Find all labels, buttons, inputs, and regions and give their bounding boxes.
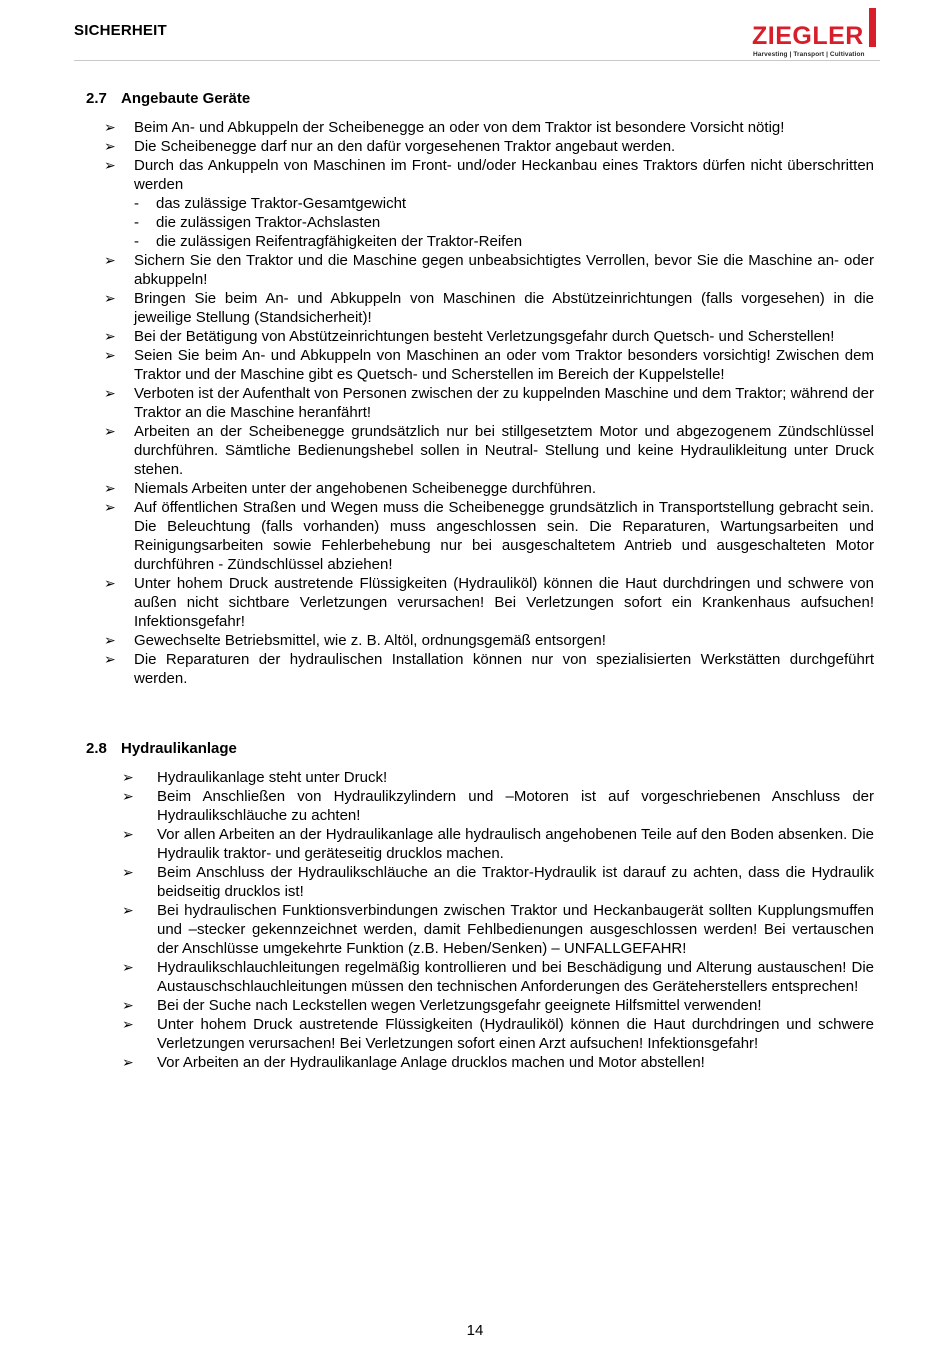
list-item <box>86 650 874 688</box>
item-body <box>134 327 874 346</box>
item-text: Seien Sie beim An- und Abkuppeln von Maschinen an oder vom Traktor besonders vorsichtig! Zwischen dem Traktor und der Maschine gibt es Quetsch- und Scherstellen im Bereich der Kuppelstelle! <box>134 347 874 383</box>
list-item <box>86 825 874 863</box>
item-text: Vor Arbeiten an der Hydraulikanlage Anlage drucklos machen und Motor abstellen! <box>157 1054 705 1071</box>
item-body <box>157 958 874 996</box>
arrow-bullet-icon: ➢ <box>104 119 116 135</box>
section-number: 2.8 <box>86 740 107 757</box>
item-body <box>134 650 874 688</box>
sub-item-text: das zulässige Traktor-Gesamtgewicht <box>156 195 407 212</box>
item-body <box>134 479 874 498</box>
list-item <box>86 422 874 479</box>
arrow-bullet-icon: ➢ <box>122 997 134 1013</box>
item-body <box>134 346 874 384</box>
list-item <box>86 384 874 422</box>
item-text: Beim An- und Abkuppeln der Scheibenegge an oder von dem Traktor ist besondere Vorsicht nötig! <box>134 119 785 136</box>
bullet-list <box>86 768 874 1072</box>
sub-item-text: die zulässigen Reifentragfähigkeiten der Traktor-Reifen <box>156 233 523 250</box>
item-text: Gewechselte Betriebsmittel, wie z. B. Altöl, ordnungsgemäß entsorgen! <box>134 632 606 649</box>
arrow-bullet-icon: ➢ <box>104 252 116 268</box>
item-body <box>134 631 874 650</box>
list-item <box>86 479 874 498</box>
item-text: Sichern Sie den Traktor und die Maschine gegen unbeabsichtigtes Verrollen, bevor Sie die Maschine an- oder abkuppeln! <box>134 252 874 288</box>
arrow-bullet-icon: ➢ <box>104 480 116 496</box>
logo-tagline: Harvesting | Transport | Cultivation <box>753 51 865 58</box>
list-item <box>86 631 874 650</box>
sub-item-text: die zulässigen Traktor-Achslasten <box>156 214 381 231</box>
list-item <box>86 574 874 631</box>
arrow-bullet-icon: ➢ <box>122 902 134 918</box>
item-body <box>134 498 874 574</box>
list-item <box>86 1015 874 1053</box>
arrow-bullet-icon: ➢ <box>122 769 134 785</box>
arrow-bullet-icon: ➢ <box>104 157 116 173</box>
list-item <box>86 156 874 251</box>
section-title: Hydraulikanlage <box>121 740 237 757</box>
item-text: Die Scheibenegge darf nur an den dafür vorgesehenen Traktor angebaut werden. <box>134 138 676 155</box>
list-item <box>86 787 874 825</box>
item-text: Bei hydraulischen Funktionsverbindungen zwischen Traktor und Heckanbaugerät sollten Kupplungsmuffen und –stecker gekennzeichnet werden, damit Fehlbedienungen ausgeschlossen werden! Bei vertauschen der Anschlüsse umgekehrte Funktion (z.B. Heben/Senken) – UNFALLGEFAHR! <box>157 902 874 957</box>
item-text: Bei der Suche nach Leckstellen wegen Verletzungsgefahr geeignete Hilfsmittel verwenden! <box>157 997 762 1014</box>
item-body <box>157 863 874 901</box>
item-text: Unter hohem Druck austretende Flüssigkeiten (Hydrauliköl) können die Haut durchdringen und schwere von außen nicht sichtbare Verletzungen verursachen! Bei Verletzungen sofort ein Krankenhaus aufsuchen! Infektionsgefahr! <box>134 575 874 630</box>
item-body <box>157 787 874 825</box>
item-body <box>157 1053 874 1072</box>
item-text: Bei der Betätigung von Abstützeinrichtungen besteht Verletzungsgefahr durch Quetsch- und Scherstellen! <box>134 328 835 345</box>
list-item <box>86 327 874 346</box>
logo-red-bar <box>869 8 876 47</box>
list-item <box>86 118 874 137</box>
section-2-8 <box>86 739 874 1072</box>
arrow-bullet-icon: ➢ <box>104 328 116 344</box>
list-item <box>86 289 874 327</box>
header-divider <box>74 60 880 61</box>
arrow-bullet-icon: ➢ <box>122 1054 134 1070</box>
item-text: Hydraulikanlage steht unter Druck! <box>157 769 388 786</box>
list-item <box>86 498 874 574</box>
item-text: Durch das Ankuppeln von Maschinen im Front- und/oder Heckanbau eines Traktors dürfen nicht überschritten werden <box>134 157 874 193</box>
section-number: 2.7 <box>86 90 107 107</box>
arrow-bullet-icon: ➢ <box>122 788 134 804</box>
item-body <box>157 825 874 863</box>
arrow-bullet-icon: ➢ <box>104 575 116 591</box>
logo-wordmark: ZIEGLER <box>752 22 864 50</box>
section-heading <box>86 739 874 758</box>
section-title: Angebaute Geräte <box>121 90 251 107</box>
item-text: Arbeiten an der Scheibenegge grundsätzlich nur bei stillgesetztem Motor und abgezogenem Zündschlüssel durchführen. Sämtliche Bedienungshebel sollen in Neutral- Stellung und keine Hydraulikleitung unter Druck stehen. <box>134 423 874 478</box>
arrow-bullet-icon: ➢ <box>104 651 116 667</box>
sub-list-item <box>134 213 874 232</box>
item-body <box>134 574 874 631</box>
list-item <box>86 137 874 156</box>
item-text: Die Reparaturen der hydraulischen Installation können nur von spezialisierten Werkstätten durchgeführt werden. <box>134 651 874 687</box>
page-number: 14 <box>466 1322 484 1339</box>
item-body <box>157 768 874 787</box>
item-text: Bringen Sie beim An- und Abkuppeln von Maschinen die Abstützeinrichtungen (falls vorgesehen) in die jeweilige Stellung (Standsicherheit)! <box>134 290 874 326</box>
list-item <box>86 958 874 996</box>
sub-list-item <box>134 194 874 213</box>
bullet-list <box>86 118 874 688</box>
item-body <box>157 1015 874 1053</box>
arrow-bullet-icon: ➢ <box>122 826 134 842</box>
list-item <box>86 901 874 958</box>
sub-list <box>134 194 874 251</box>
list-item <box>86 251 874 289</box>
arrow-bullet-icon: ➢ <box>104 138 116 154</box>
list-item <box>86 996 874 1015</box>
item-body <box>157 996 874 1015</box>
dash-mark: - <box>134 195 139 212</box>
list-item <box>86 768 874 787</box>
item-body <box>134 384 874 422</box>
header-section-title: SICHERHEIT <box>74 22 167 39</box>
arrow-bullet-icon: ➢ <box>122 1016 134 1032</box>
item-body <box>134 422 874 479</box>
item-body <box>134 251 874 289</box>
arrow-bullet-icon: ➢ <box>104 632 116 648</box>
item-text: Niemals Arbeiten unter der angehobenen Scheibenegge durchführen. <box>134 480 596 497</box>
item-body <box>134 289 874 327</box>
sub-list-item <box>134 232 874 251</box>
list-item <box>86 1053 874 1072</box>
dash-mark: - <box>134 214 139 231</box>
list-item <box>86 346 874 384</box>
item-text: Unter hohem Druck austretende Flüssigkeiten (Hydrauliköl) können die Haut durchdringen und schwere Verletzungen verursachen! Bei Verletzungen sofort einen Arzt aufsuchen! Infektionsgefahr! <box>157 1016 874 1052</box>
item-text: Beim Anschluss der Hydraulikschläuche an die Traktor-Hydraulik ist darauf zu achten, dass die Hydraulik beidseitig drucklos ist! <box>157 864 874 900</box>
item-body <box>157 901 874 958</box>
arrow-bullet-icon: ➢ <box>122 959 134 975</box>
arrow-bullet-icon: ➢ <box>104 499 116 515</box>
dash-mark: - <box>134 233 139 250</box>
arrow-bullet-icon: ➢ <box>104 423 116 439</box>
item-text: Auf öffentlichen Straßen und Wegen muss die Scheibenegge grundsätzlich in Transportstellung gebracht sein. Die Beleuchtung (falls vorhanden) muss angeschlossen sein. Die Reparaturen, Wartungsarbeiten und Reinigungsarbeiten sowie Fehlerbehebung nur bei ausgeschaltetem Antrieb und ausgeschalteten Motor durchführen - Zündschlüssel abziehen! <box>134 499 874 573</box>
item-text: Verboten ist der Aufenthalt von Personen zwischen der zu kuppelnden Maschine und dem Traktor; während der Traktor an die Maschine heranfährt! <box>134 385 874 421</box>
section-2-7 <box>86 89 874 688</box>
arrow-bullet-icon: ➢ <box>104 347 116 363</box>
item-body <box>134 137 874 156</box>
arrow-bullet-icon: ➢ <box>122 864 134 880</box>
list-item <box>86 863 874 901</box>
item-body <box>134 118 874 137</box>
item-text: Hydraulikschlauchleitungen regelmäßig kontrollieren und bei Beschädigung und Alterung austauschen! Die Austauschschlauchleitungen müssen den technischen Anforderungen des Geräteherstellers entsprechen! <box>157 959 874 995</box>
arrow-bullet-icon: ➢ <box>104 290 116 306</box>
ziegler-logo <box>752 8 880 60</box>
item-text: Vor allen Arbeiten an der Hydraulikanlage alle hydraulisch angehobenen Teile auf den Boden absenken. Die Hydraulik traktor- und geräteseitig drucklos machen. <box>157 826 874 862</box>
section-heading <box>86 89 874 108</box>
item-text: Beim Anschließen von Hydraulikzylindern und –Motoren ist auf vorgeschriebenen Anschluss der Hydraulikschläuche zu achten! <box>157 788 874 824</box>
item-body <box>134 156 874 251</box>
arrow-bullet-icon: ➢ <box>104 385 116 401</box>
